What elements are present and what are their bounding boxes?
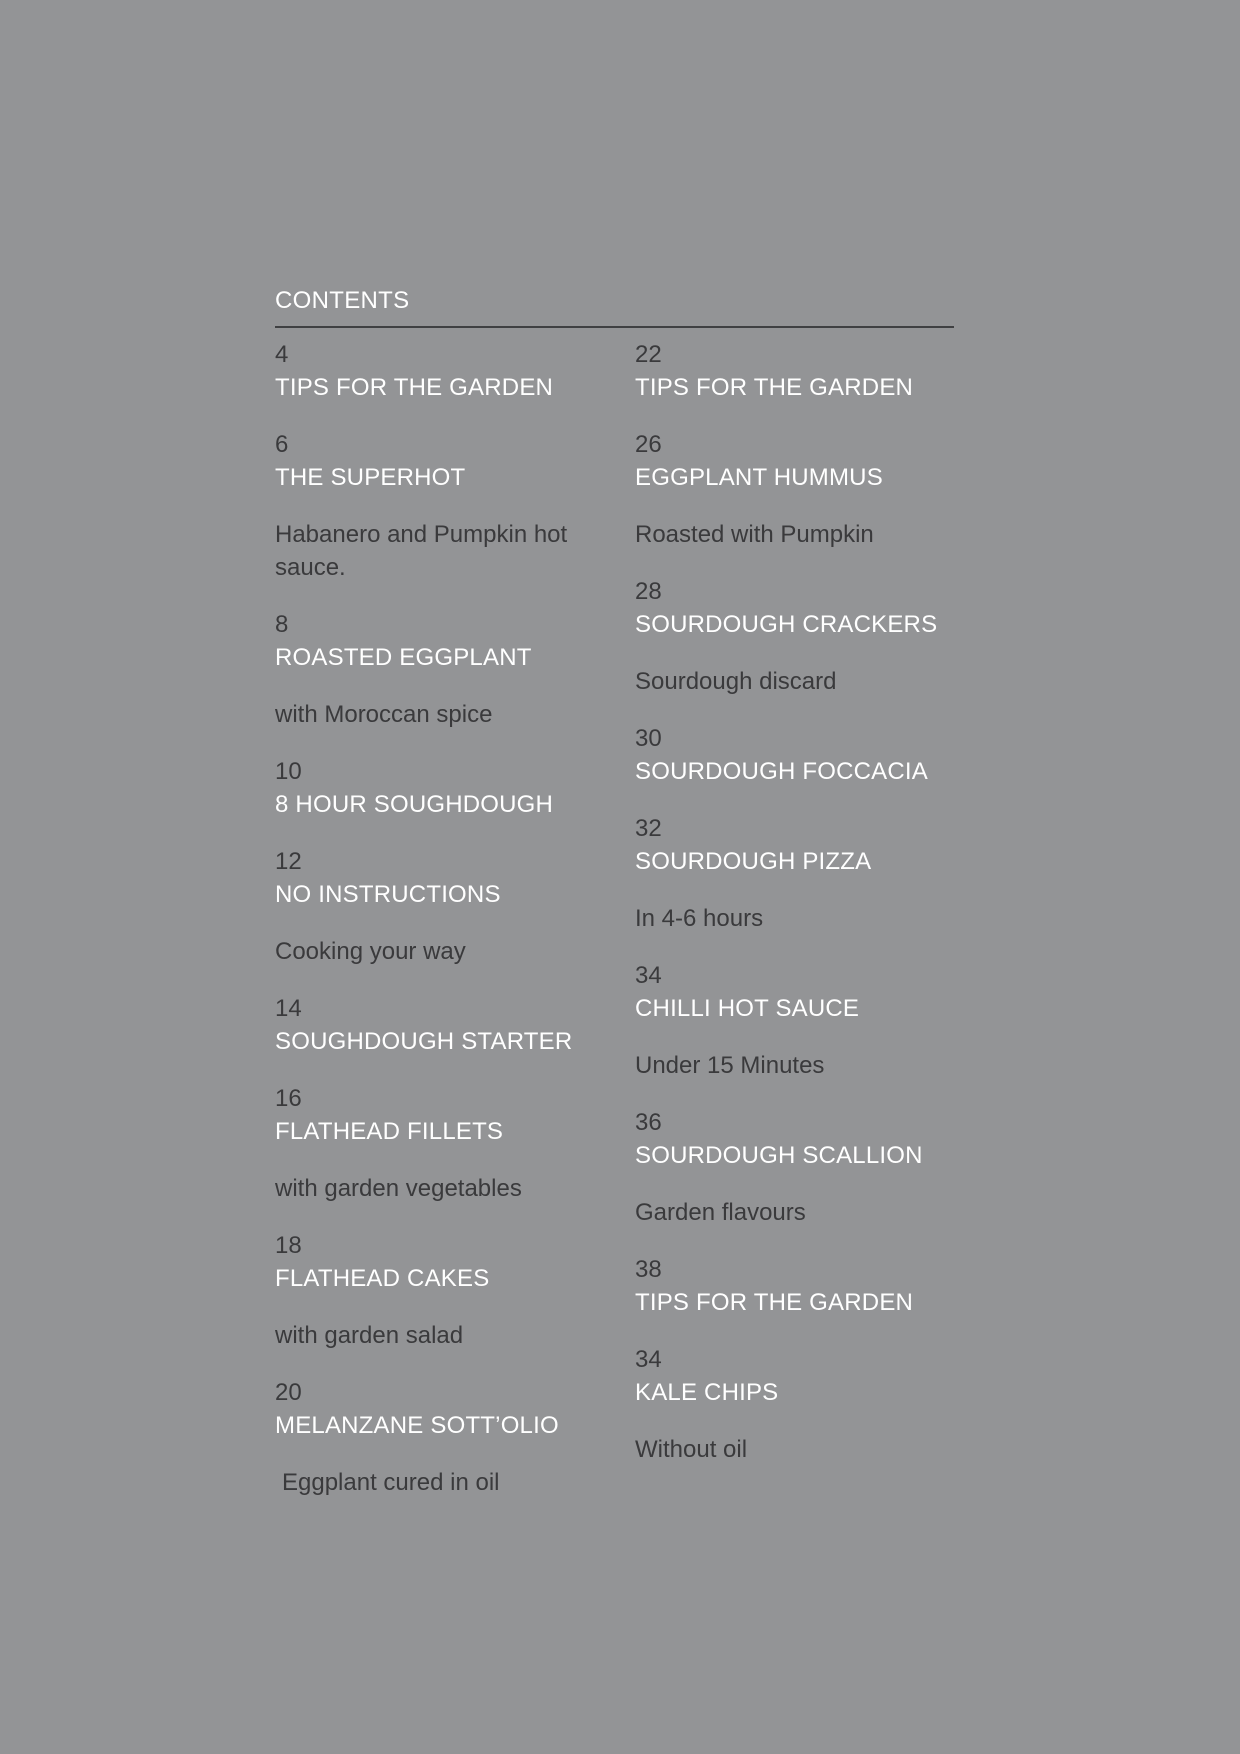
- toc-page-number: 34: [635, 962, 662, 989]
- toc-entry[interactable]: [635, 1106, 955, 1229]
- toc-entry-title[interactable]: SOUGHDOUGH STARTER: [275, 1028, 573, 1055]
- toc-entry-title[interactable]: TIPS FOR THE GARDEN: [635, 374, 914, 401]
- toc-entry-subtitle: Cooking your way: [275, 938, 466, 965]
- toc-entry[interactable]: [275, 428, 595, 584]
- toc-entry-title[interactable]: FLATHEAD CAKES: [275, 1265, 490, 1292]
- toc-entry-title[interactable]: THE SUPERHOT: [275, 464, 466, 491]
- toc-entry-subtitle: with garden vegetables: [275, 1175, 522, 1202]
- toc-page-number: 10: [275, 758, 302, 785]
- toc-entry[interactable]: [275, 608, 595, 731]
- heading-divider: [275, 326, 954, 328]
- toc-page-number: 8: [275, 611, 289, 638]
- toc-entry-subtitle: Roasted with Pumpkin: [635, 521, 874, 548]
- toc-entry[interactable]: [635, 812, 955, 935]
- toc-entry[interactable]: [635, 575, 955, 698]
- toc-entry[interactable]: [275, 992, 595, 1058]
- toc-entry-title[interactable]: CHILLI HOT SAUCE: [635, 995, 860, 1022]
- toc-entry[interactable]: [635, 1343, 955, 1466]
- toc-entry-title[interactable]: SOURDOUGH CRACKERS: [635, 611, 938, 638]
- toc-page-number: 6: [275, 431, 289, 458]
- toc-page-number: 34: [635, 1346, 662, 1373]
- toc-entry-title[interactable]: TIPS FOR THE GARDEN: [275, 374, 554, 401]
- toc-entry[interactable]: [635, 338, 955, 404]
- toc-entry-title[interactable]: KALE CHIPS: [635, 1379, 779, 1406]
- toc-entry-title[interactable]: TIPS FOR THE GARDEN: [635, 1289, 914, 1316]
- toc-entry[interactable]: [275, 755, 595, 821]
- toc-entry[interactable]: [275, 1082, 595, 1205]
- toc-entry-title[interactable]: ROASTED EGGPLANT: [275, 644, 532, 671]
- toc-page-number: 38: [635, 1256, 662, 1283]
- contents-column-right: [635, 338, 955, 1490]
- toc-page-number: 32: [635, 815, 662, 842]
- toc-page-number: 36: [635, 1109, 662, 1136]
- toc-entry-subtitle: Eggplant cured in oil: [282, 1469, 500, 1496]
- toc-page-number: 14: [275, 995, 302, 1022]
- toc-entry-subtitle: Sourdough discard: [635, 668, 837, 695]
- toc-entry[interactable]: [635, 722, 955, 788]
- toc-entry[interactable]: [635, 428, 955, 551]
- toc-entry-title[interactable]: SOURDOUGH PIZZA: [635, 848, 872, 875]
- toc-entry-subtitle: Under 15 Minutes: [635, 1052, 825, 1079]
- toc-entry-subtitle: Without oil: [635, 1436, 748, 1463]
- toc-entry-subtitle: Habanero and Pumpkin hot sauce.: [275, 521, 568, 581]
- toc-page-number: 20: [275, 1379, 302, 1406]
- toc-entry-title[interactable]: EGGPLANT HUMMUS: [635, 464, 883, 491]
- toc-entry[interactable]: [275, 1229, 595, 1352]
- toc-page-number: 12: [275, 848, 302, 875]
- toc-page-number: 16: [275, 1085, 302, 1112]
- contents-heading: CONTENTS: [275, 287, 410, 314]
- toc-entry-title[interactable]: MELANZANE SOTT’OLIO: [275, 1412, 559, 1439]
- toc-page-number: 26: [635, 431, 662, 458]
- toc-entry-title[interactable]: NO INSTRUCTIONS: [275, 881, 501, 908]
- toc-entry-title[interactable]: 8 HOUR SOUGHDOUGH: [275, 791, 554, 818]
- toc-entry-title[interactable]: SOURDOUGH SCALLION: [635, 1142, 923, 1169]
- toc-entry[interactable]: [275, 1376, 595, 1499]
- toc-entry[interactable]: [275, 338, 595, 404]
- toc-entry[interactable]: [635, 1253, 955, 1319]
- toc-entry-subtitle: with Moroccan spice: [275, 701, 493, 728]
- toc-page-number: 28: [635, 578, 662, 605]
- toc-entry-subtitle: Garden flavours: [635, 1199, 806, 1226]
- toc-page-number: 30: [635, 725, 662, 752]
- toc-entry-subtitle: In 4-6 hours: [635, 905, 764, 932]
- toc-entry-title[interactable]: SOURDOUGH FOCCACIA: [635, 758, 928, 785]
- toc-entry-title[interactable]: FLATHEAD FILLETS: [275, 1118, 504, 1145]
- toc-entry-subtitle: with garden salad: [275, 1322, 464, 1349]
- toc-entry[interactable]: [635, 959, 955, 1082]
- toc-page-number: 22: [635, 341, 662, 368]
- toc-page-number: 4: [275, 341, 289, 368]
- toc-entry[interactable]: [275, 845, 595, 968]
- contents-column-left: [275, 338, 595, 1523]
- toc-page-number: 18: [275, 1232, 302, 1259]
